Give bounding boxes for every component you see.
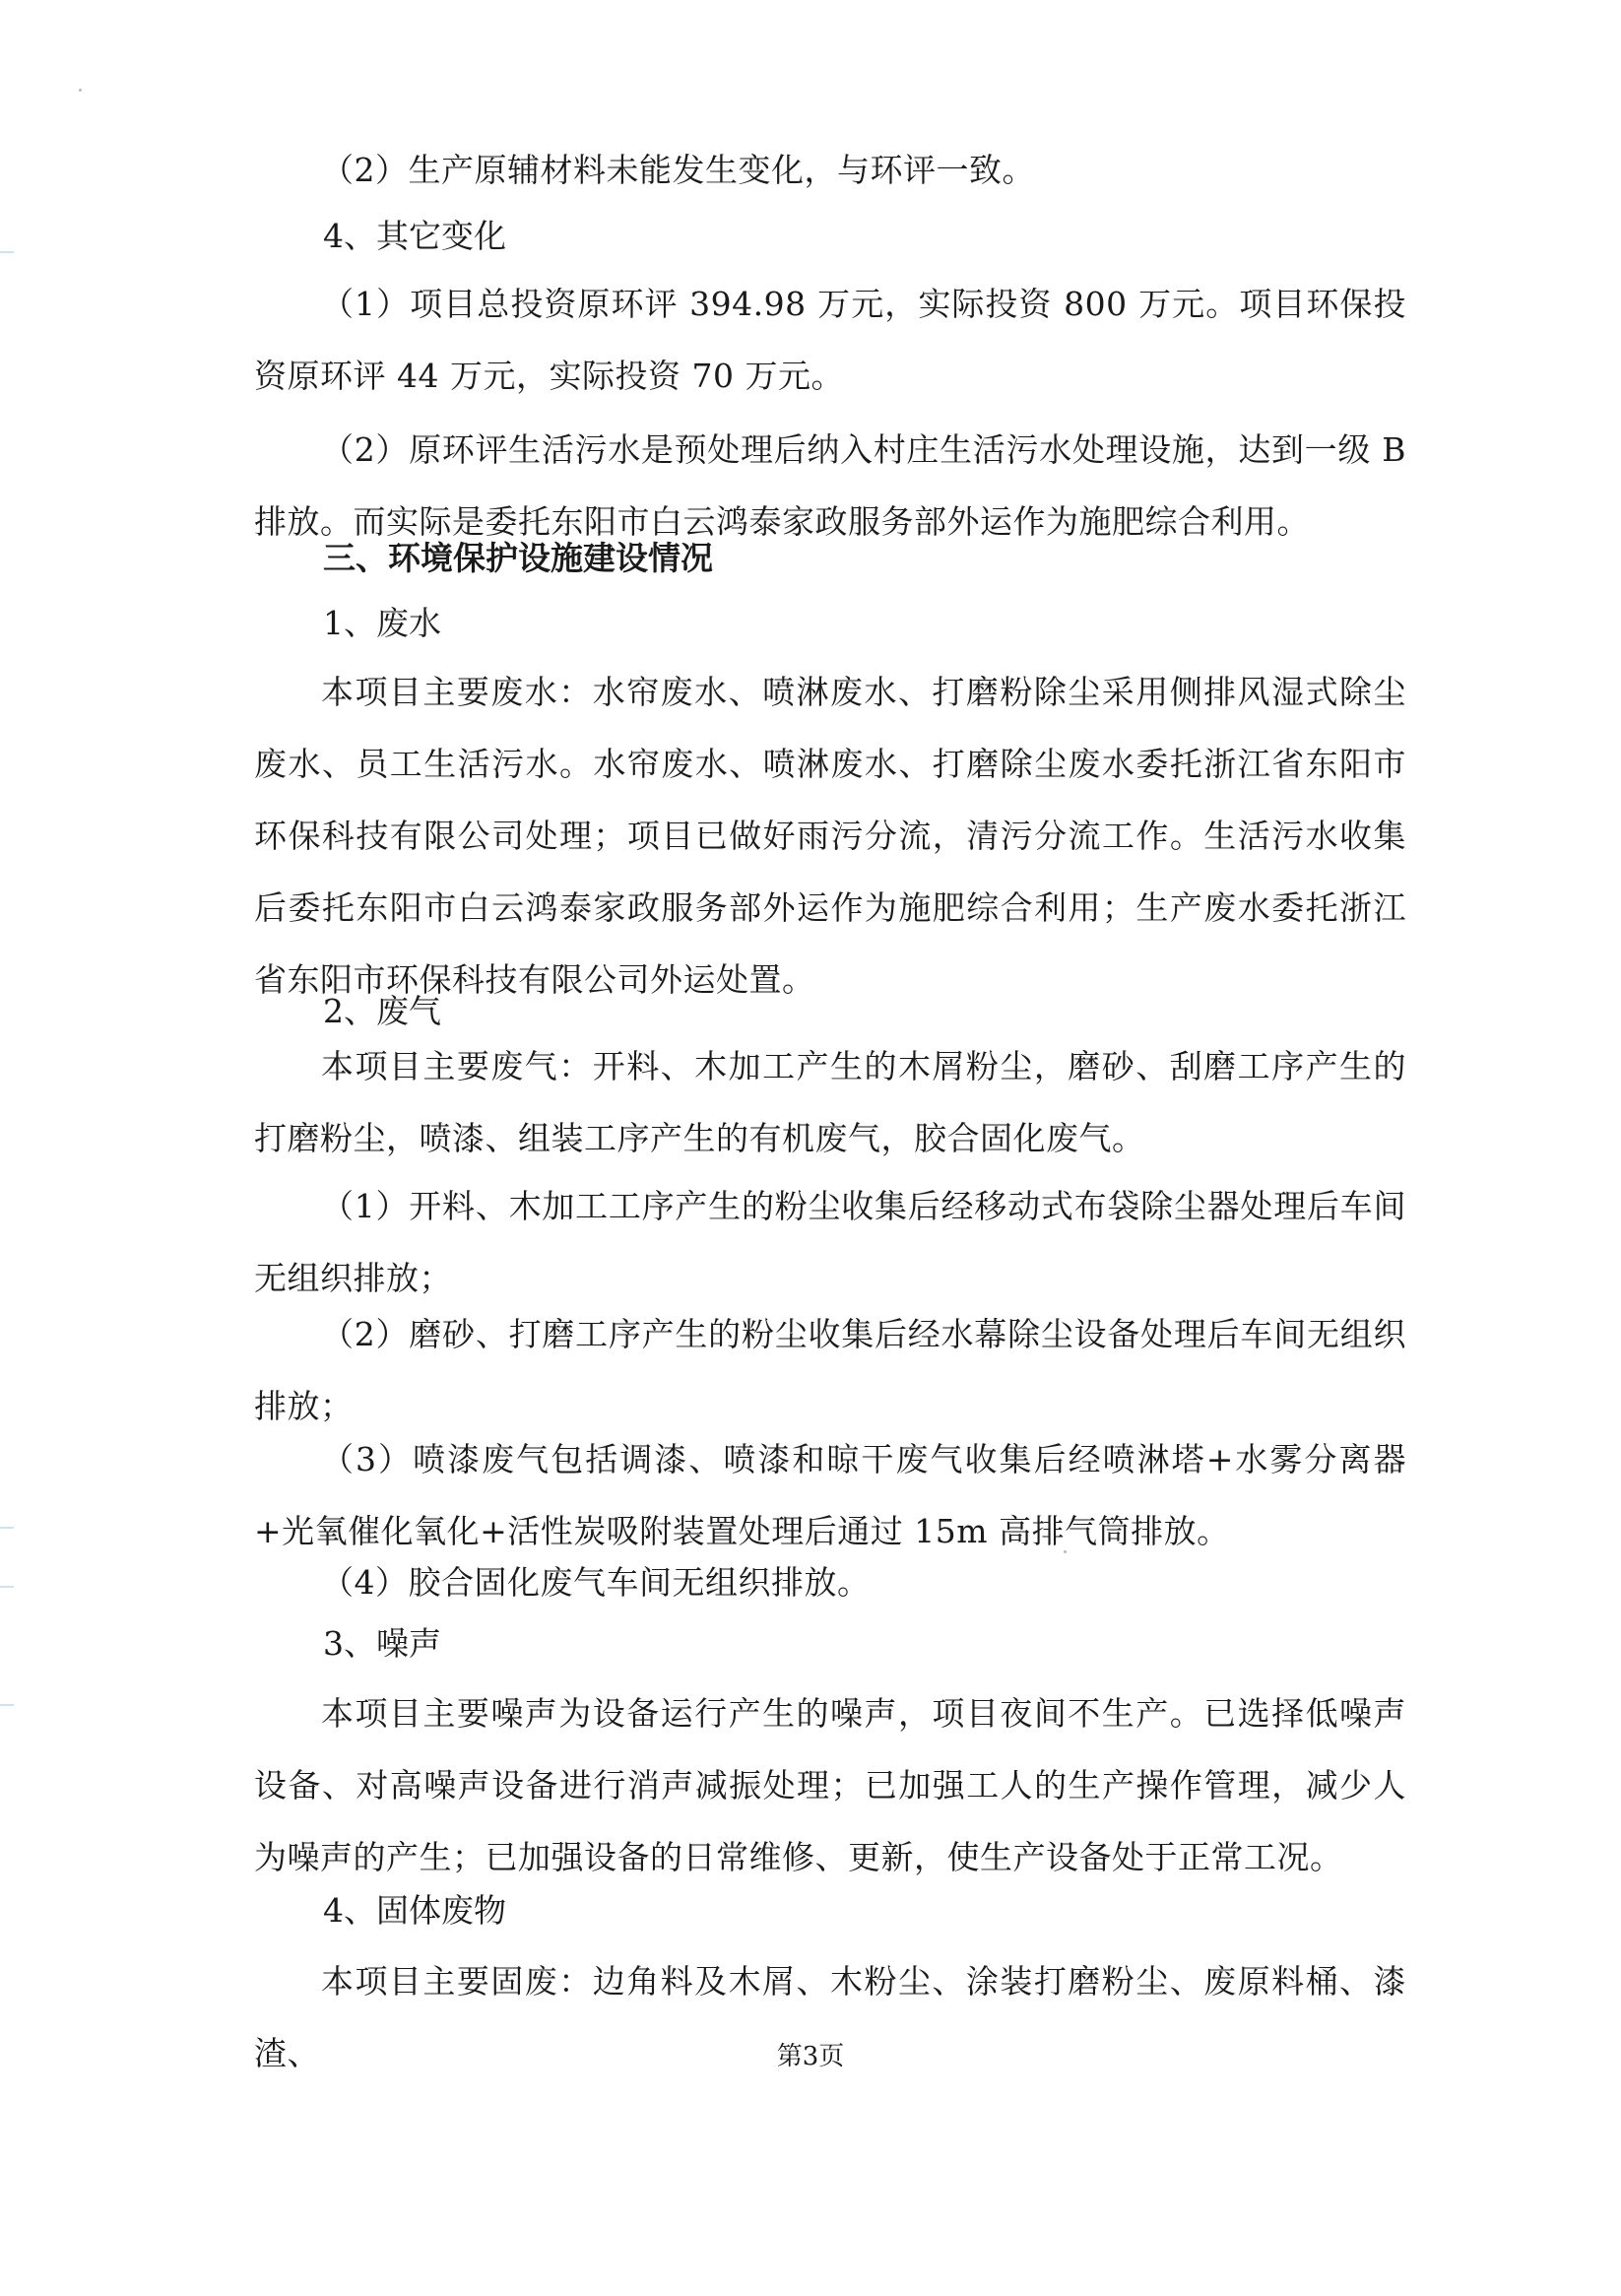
paragraph-exhaust: 本项目主要废气：开料、木加工产生的木屑粉尘，磨砂、刮磨工序产生的打磨粉尘，喷漆、组装工序产生的有机废气，胶合固化废气。: [254, 1047, 1406, 1157]
paragraph-investment: （1）项目总投资原环评 394.98 万元，实际投资 800 万元。项目环保投资原环评 44 万元，实际投资 70 万元。: [254, 285, 1406, 395]
scan-edge-mark: [0, 1527, 14, 1529]
scan-speck: [79, 89, 82, 92]
heading-wastewater: 1、废水: [323, 604, 441, 642]
paragraph-solid-waste: 本项目主要固废：边角料及木屑、木粉尘、涂装打磨粉尘、废原料桶、漆渣、: [254, 1962, 1406, 2072]
heading-noise: 3、噪声: [323, 1624, 441, 1663]
paragraph-wastewater: 本项目主要废水：水帘废水、喷淋废水、打磨粉除尘采用侧排风湿式除尘废水、员工生活污水。水帘废水、喷淋废水、打磨除尘废水委托浙江省东阳市环保科技有限公司处理；项目已做好雨污分流，清污分流工作。生活污水收集后委托东阳市白云鸿泰家政服务部外运作为施肥综合利用；生产废水委托浙江省东阳市环保科技有限公司外运处置。: [254, 673, 1406, 999]
scan-speck: [1064, 1550, 1067, 1553]
scan-edge-mark: [0, 1586, 14, 1588]
paragraph-exhaust-item-2: （2）磨砂、打磨工序产生的粉尘收集后经水幕除尘设备处理后车间无组织排放；: [254, 1315, 1406, 1425]
paragraph-sewage-change: （2）原环评生活污水是预处理后纳入村庄生活污水处理设施，达到一级 B 排放。而实际是委托东阳市白云鸿泰家政服务部外运作为施肥综合利用。: [254, 430, 1406, 541]
heading-other-changes: 4、其它变化: [323, 217, 506, 255]
paragraph-exhaust-item-1: （1）开料、木加工工序产生的粉尘收集后经移动式布袋除尘器处理后车间无组织排放；: [254, 1187, 1406, 1297]
heading-solid-waste: 4、固体废物: [323, 1891, 506, 1930]
paragraph-exhaust-item-3: （3）喷漆废气包括调漆、喷漆和晾干废气收集后经喷淋塔+水雾分离器+光氧催化氧化+活性炭吸附装置处理后通过 15m 高排气筒排放。: [254, 1440, 1406, 1550]
heading-exhaust: 2、废气: [323, 992, 441, 1030]
paragraph-raw-materials: （2）生产原辅材料未能发生变化，与环评一致。: [321, 151, 1035, 189]
scan-edge-mark: [0, 251, 14, 253]
paragraph-exhaust-item-4: （4）胶合固化废气车间无组织排放。: [321, 1563, 871, 1602]
page-number: 第3页: [776, 2042, 845, 2071]
scan-edge-mark: [0, 1704, 14, 1706]
paragraph-noise: 本项目主要噪声为设备运行产生的噪声，项目夜间不生产。已选择低噪声设备、对高噪声设备进行消声减振处理；已加强工人的生产操作管理，减少人为噪声的产生；已加强设备的日常维修、更新，使生产设备处于正常工况。: [254, 1694, 1406, 1876]
section-heading-env-facilities: 三、环境保护设施建设情况: [323, 539, 713, 577]
